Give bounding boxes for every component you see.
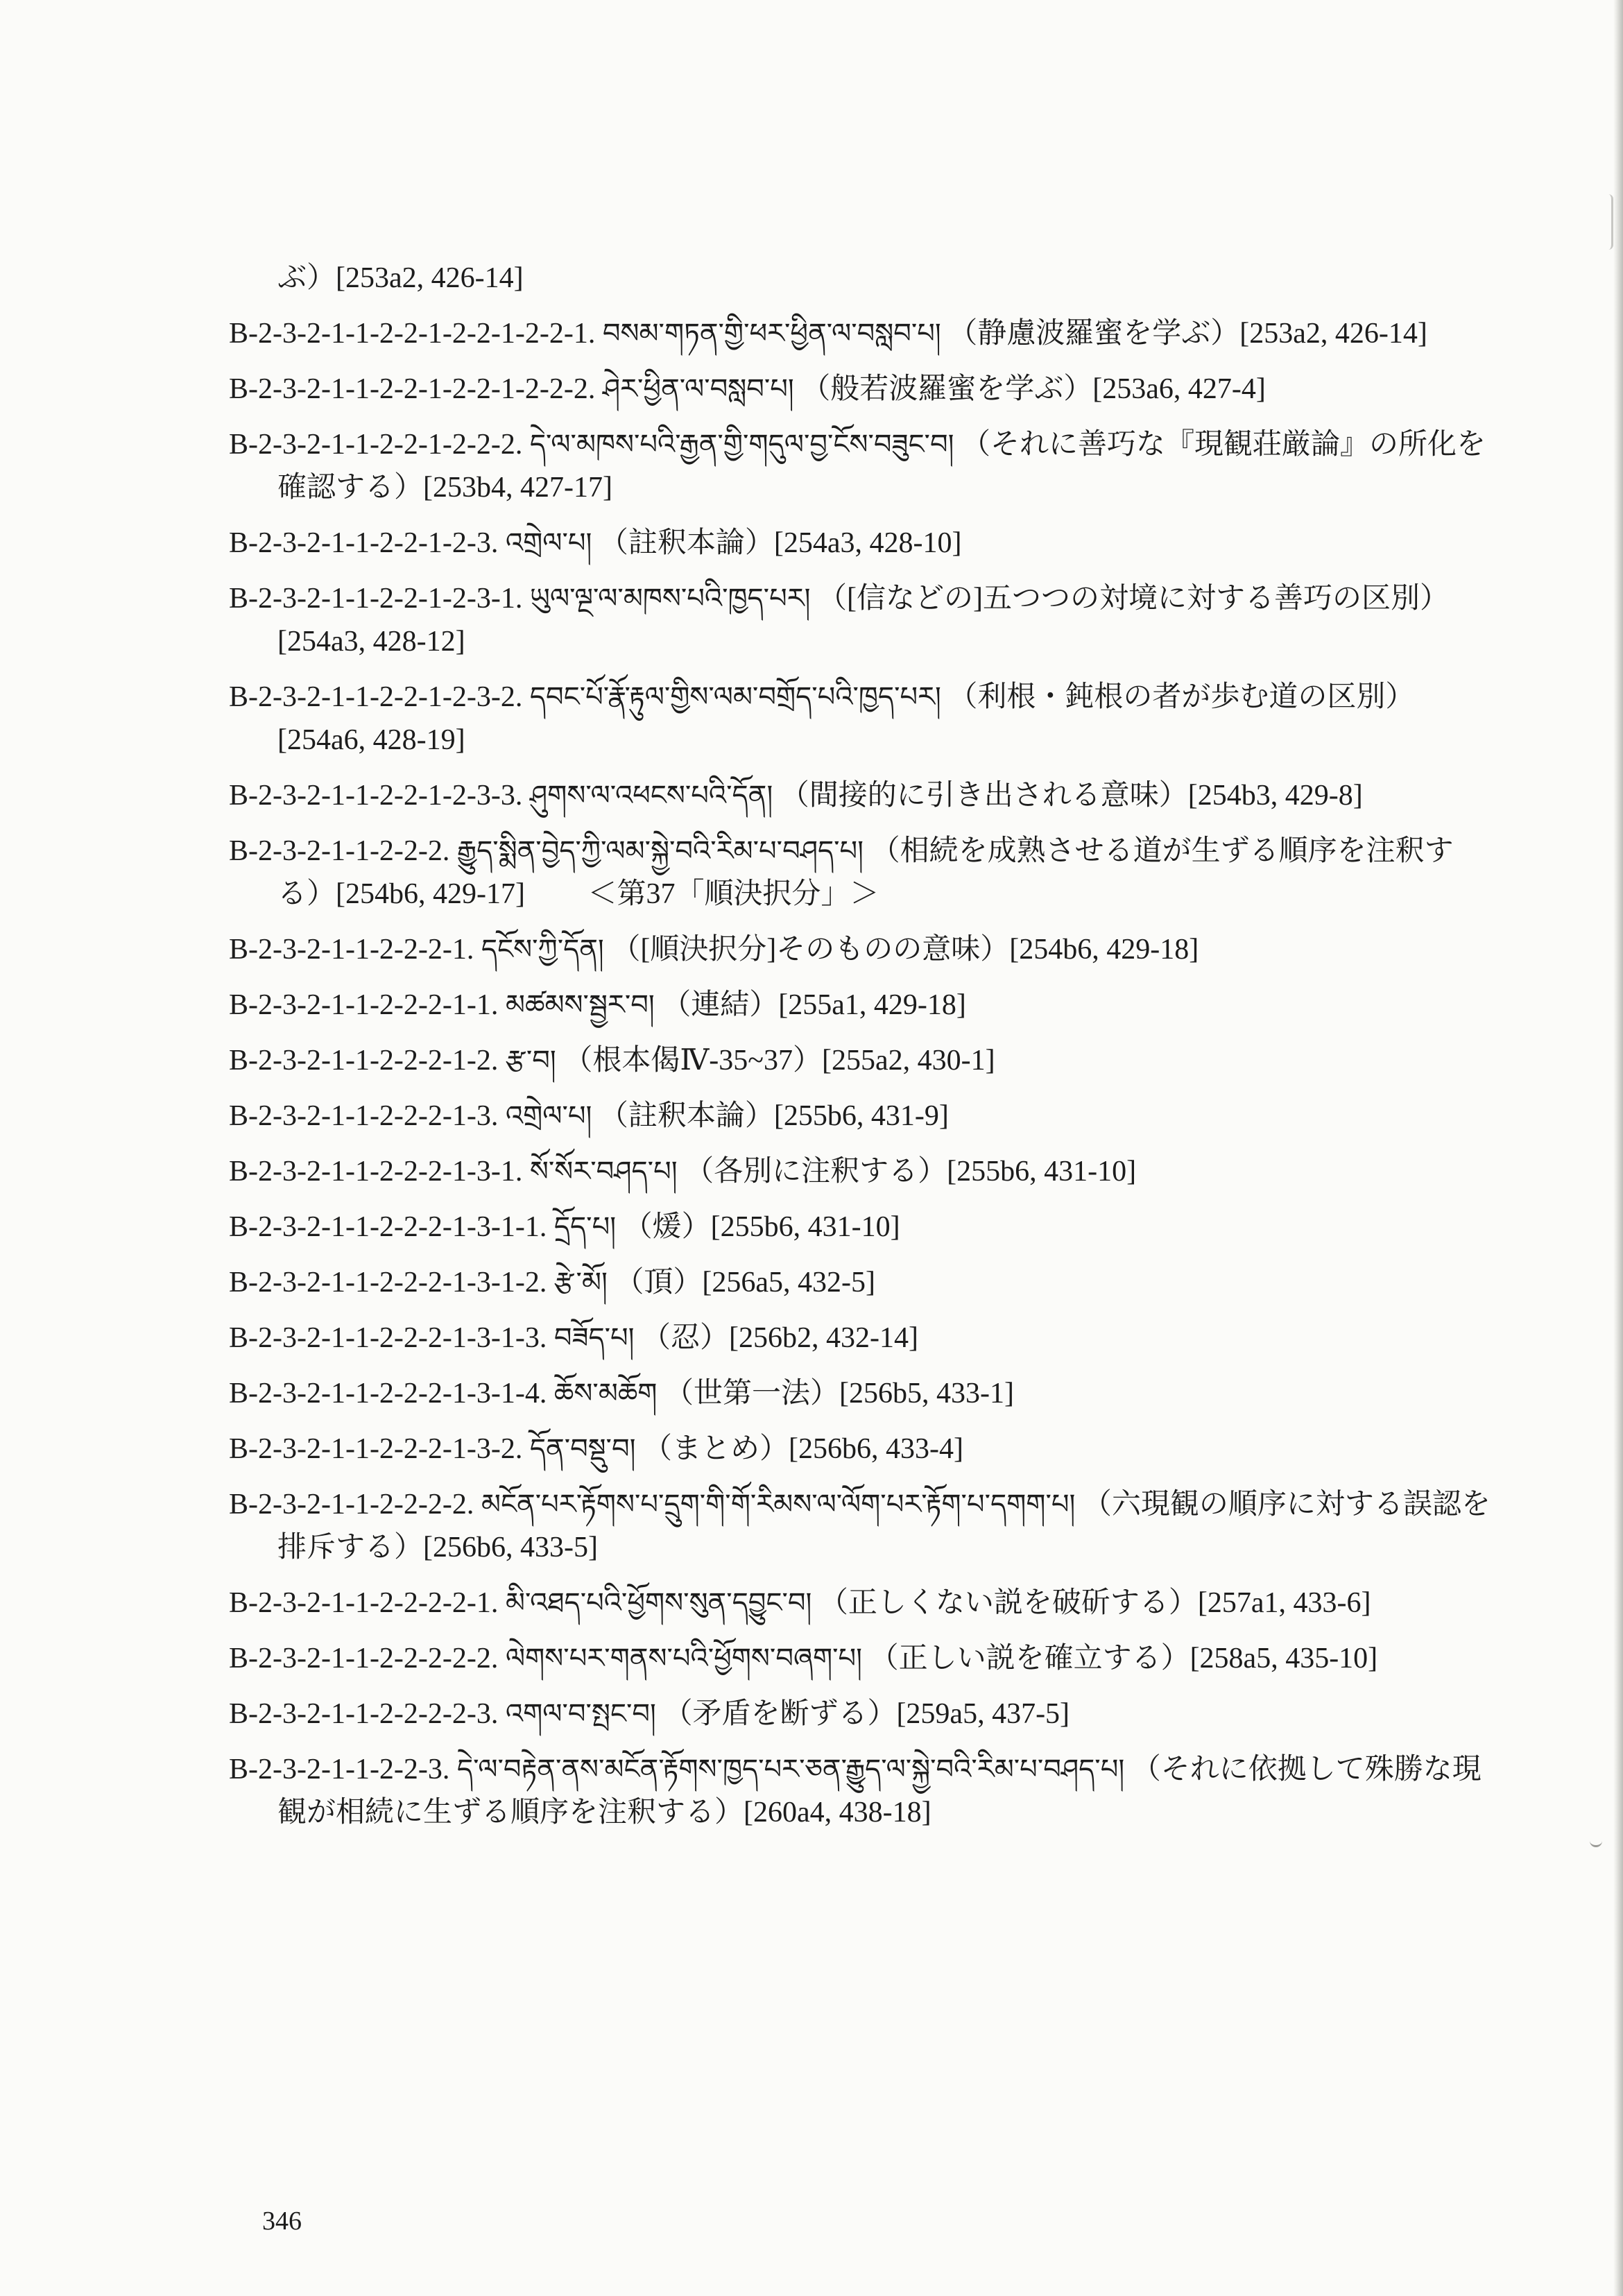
entry-text: （世第一法）[256b5, 433-1]: [664, 1378, 1014, 1410]
outline-entry: [229, 1372, 1491, 1415]
entry-number: B-2-3-2-1-1-2-2-1-2-2-2.: [229, 429, 523, 461]
tibetan-title: མཚམས་སྦྱར་བ།: [505, 989, 655, 1021]
tibetan-title: དེ་ལ་བརྟེན་ནས་མངོན་རྟོགས་ཁྱད་པར་ཅན་རྒྱུད་ལ་སྐྱེ་བའི་རིམ་པ་བཤད་པ།: [456, 1754, 1125, 1785]
entry-number: B-2-3-2-1-1-2-2-1-2-3-3.: [229, 780, 523, 812]
entry-text: （般若波羅蜜を学ぶ）[253a6, 427-4]: [801, 373, 1266, 405]
entry-text: （註釈本論）[255b6, 431-9]: [599, 1100, 949, 1132]
tibetan-title: དེ་ལ་མཁས་པའི་རྒྱན་གྱི་གདུལ་བྱ་ངོས་བཟུང་བ།: [529, 429, 954, 461]
entry-number: B-2-3-2-1-1-2-2-2-1-3-1.: [229, 1156, 523, 1188]
entry-text: （頂）[256a5, 432-5]: [615, 1267, 875, 1299]
entry-number: B-2-3-2-1-1-2-2-1-2-2-1-2-2-1.: [229, 318, 596, 350]
outline-entry: [229, 1748, 1491, 1834]
entry-number: B-2-3-2-1-1-2-2-2-2-2.: [229, 1643, 499, 1674]
tibetan-title: ཤུགས་ལ་འཕངས་པའི་དོན།: [529, 780, 773, 812]
entry-text: （[順決択分]そのものの意味）[254b6, 429-18]: [611, 934, 1199, 966]
tibetan-title: མངོན་པར་རྟོགས་པ་དྲུག་གི་གོ་རིམས་ལ་ལོག་པར་རྟོག་པ་དགག་པ།: [481, 1489, 1076, 1520]
outline-entry: [229, 676, 1491, 762]
entry-number: B-2-3-2-1-1-2-2-2-1-3-2.: [229, 1433, 523, 1465]
outline-entry: [229, 984, 1491, 1027]
entry-number: B-2-3-2-1-1-2-2-2-1-2.: [229, 1045, 499, 1077]
outline-entry: [229, 1428, 1491, 1471]
outline-entry: [229, 522, 1491, 565]
scan-page-edge: [1613, 0, 1623, 2296]
entry-text: （各別に注釈する）[255b6, 431-10]: [685, 1156, 1137, 1188]
outline-entry: [229, 1317, 1491, 1360]
entry-text: （根本偈Ⅳ-35~37）[255a2, 430-1]: [563, 1045, 995, 1077]
tibetan-title: ལེགས་པར་གནས་པའི་ཕྱོགས་བཞག་པ།: [505, 1643, 863, 1674]
outline-entry: [229, 1095, 1491, 1138]
tibetan-title: འགལ་བ་སྤང་བ།: [505, 1698, 656, 1730]
entry-number: B-2-3-2-1-1-2-2-2.: [229, 835, 450, 867]
entry-number: B-2-3-2-1-1-2-2-2-2-1.: [229, 1587, 499, 1619]
outline-entry: [229, 774, 1491, 817]
tibetan-title: དོན་བསྡུ་བ།: [529, 1433, 636, 1465]
entry-text: （連結）[255a1, 429-18]: [662, 989, 966, 1021]
page-number: 346: [262, 2207, 302, 2236]
scan-margin-mark: [1608, 194, 1613, 250]
entry-text: （相続を成熟させる道が生ずる順序を注釈する）[254b6, 429-17]: [277, 835, 1454, 910]
entry-text: （忍）[256b2, 432-14]: [642, 1322, 919, 1354]
outline-entry: [229, 1206, 1491, 1249]
outline-entry: [229, 1150, 1491, 1193]
entry-text: （註釈本論）[254a3, 428-10]: [599, 527, 962, 559]
tibetan-title: ཆོས་མཆོག: [553, 1378, 658, 1410]
outline-list: [229, 257, 1491, 1847]
tibetan-title: འགྲེལ་པ།: [505, 1100, 592, 1132]
scan-margin-tick: [1590, 1838, 1602, 1847]
entry-number: B-2-3-2-1-1-2-2-1-2-3-1.: [229, 583, 523, 615]
outline-entry: [229, 423, 1491, 509]
outline-entry: [229, 1261, 1491, 1304]
outline-entry: [229, 1483, 1491, 1569]
entry-text: （[信などの]五つつの対境に対する善巧の区別）[254a3, 428-12]: [277, 583, 1449, 658]
entry-text: （まとめ）[256b6, 433-4]: [642, 1433, 963, 1465]
outline-entry: [229, 312, 1491, 355]
outline-entry: [229, 257, 1491, 300]
tibetan-title: བསམ་གཏན་གྱི་ཕར་ཕྱིན་ལ་བསླབ་པ།: [602, 318, 941, 350]
entry-text: （静慮波羅蜜を学ぶ）[253a2, 426-14]: [948, 318, 1427, 350]
entry-text: （正しくない説を破斫する）[257a1, 433-6]: [818, 1587, 1371, 1619]
entry-text: （煖）[255b6, 431-10]: [623, 1211, 900, 1243]
entry-number: B-2-3-2-1-1-2-2-2-2-3.: [229, 1698, 499, 1730]
entry-number: B-2-3-2-1-1-2-2-2-1-3-1-1.: [229, 1211, 547, 1243]
tibetan-title: དབང་པོ་རྣོ་རྟུལ་གྱིས་ལམ་བགྲོད་པའི་ཁྱད་པར།: [529, 681, 941, 713]
entry-number: B-2-3-2-1-1-2-2-2-2.: [229, 1489, 474, 1520]
entry-number: B-2-3-2-1-1-2-2-2-1-3-1-3.: [229, 1322, 547, 1354]
tibetan-title: རྩེ་མོ།: [553, 1267, 608, 1299]
entry-text: （六現観の順序に対する誤認を排斥する）[256b6, 433-5]: [277, 1489, 1491, 1563]
entry-text: （それに善巧な『現観荘厳論』の所化を確認する）[253b4, 427-17]: [277, 429, 1486, 504]
outline-entry: [229, 1693, 1491, 1736]
entry-text: （正しい説を確立する）[258a5, 435-10]: [869, 1643, 1378, 1674]
entry-number: B-2-3-2-1-1-2-2-2-1-3.: [229, 1100, 499, 1132]
entry-text: （利根・鈍根の者が歩む道の区別）[254a6, 428-19]: [277, 681, 1415, 756]
entry-number: B-2-3-2-1-1-2-2-2-1-3-1-4.: [229, 1378, 547, 1410]
outline-entry: [229, 830, 1491, 916]
entry-number: B-2-3-2-1-1-2-2-1-2-3.: [229, 527, 499, 559]
entry-text: ぶ）[253a2, 426-14]: [277, 262, 524, 294]
tibetan-title: བཟོད་པ།: [553, 1322, 635, 1354]
tibetan-title: མི་འཐད་པའི་ཕྱོགས་སུན་དབྱུང་བ།: [505, 1587, 812, 1619]
entry-text: （間接的に引き出される意味）[254b3, 429-8]: [780, 780, 1363, 812]
tibetan-title: དངོས་ཀྱི་དོན།: [481, 934, 604, 966]
tibetan-title: སོ་སོར་བཤད་པ།: [529, 1156, 678, 1188]
tibetan-title: ཤེར་ཕྱིན་ལ་བསླབ་པ།: [602, 373, 794, 405]
outline-entry: [229, 1637, 1491, 1680]
outline-entry: [229, 1039, 1491, 1082]
entry-text: （それに依拠して殊勝な現観が相続に生ずる順序を注釈する）[260a4, 438-18]: [277, 1754, 1482, 1828]
outline-entry: [229, 368, 1491, 411]
entry-number: B-2-3-2-1-1-2-2-1-2-2-1-2-2-2.: [229, 373, 596, 405]
entry-number: B-2-3-2-1-1-2-2-2-1-3-1-2.: [229, 1267, 547, 1299]
entry-text: （矛盾を断ずる）[259a5, 437-5]: [663, 1698, 1070, 1730]
chapter-note: ＜第37「順決択分」＞: [587, 878, 879, 910]
tibetan-title: དྲོད་པ།: [553, 1211, 617, 1243]
outline-entry: [229, 928, 1491, 971]
entry-number: B-2-3-2-1-1-2-2-2-1-1.: [229, 989, 499, 1021]
outline-entry: [229, 1582, 1491, 1625]
entry-number: B-2-3-2-1-1-2-2-3.: [229, 1754, 450, 1785]
entry-number: B-2-3-2-1-1-2-2-1-2-3-2.: [229, 681, 523, 713]
tibetan-title: རྩ་བ།: [505, 1045, 556, 1077]
entry-number: B-2-3-2-1-1-2-2-2-1.: [229, 934, 474, 966]
outline-entry: [229, 577, 1491, 663]
tibetan-title: རྒྱུད་སྨིན་བྱེད་ཀྱི་ལམ་སྐྱེ་བའི་རིམ་པ་བཤད་པ།: [456, 835, 864, 867]
tibetan-title: འགྲེལ་པ།: [505, 527, 592, 559]
tibetan-title: ཡུལ་ལྔ་ལ་མཁས་པའི་ཁྱད་པར།: [529, 583, 811, 615]
